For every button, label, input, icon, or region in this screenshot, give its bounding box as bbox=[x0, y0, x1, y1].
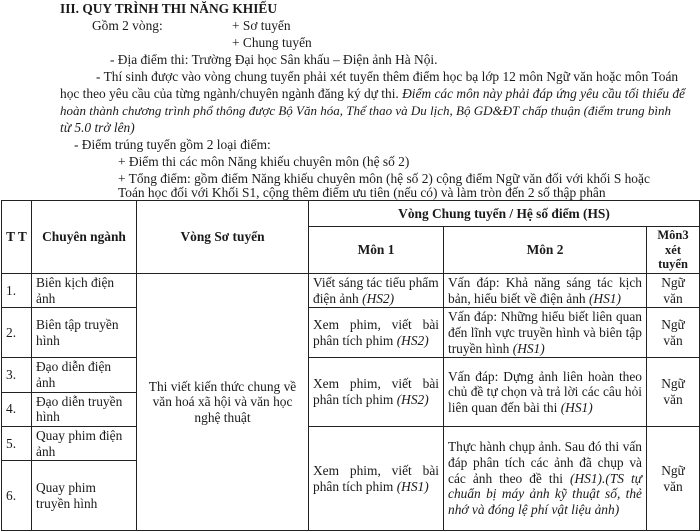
row-major: Quay phim truyền hình bbox=[32, 461, 137, 531]
subject-3-cell: Ngữ văn bbox=[647, 308, 700, 358]
subject-1-coefficient: (HS2) bbox=[396, 392, 429, 408]
subject-1-coefficient: (HS2) bbox=[362, 290, 395, 306]
table-row bbox=[2, 308, 700, 358]
subject-1-text: Xem phim, viết bài phân tích phim bbox=[313, 317, 439, 348]
subject-2-text: Vấn đáp: Dựng ảnh liên hoàn theo chủ đề tự chọn và trả lời các câu hỏi liên quan đến bài thi bbox=[448, 368, 642, 415]
subject-1-cell bbox=[309, 273, 444, 307]
header-major: Chuyên ngành bbox=[32, 201, 137, 274]
subject-1-text: Xem phim, viết bài phân tích phim bbox=[313, 376, 439, 408]
row-number: 3. bbox=[2, 358, 32, 392]
exam-structure-table bbox=[1, 200, 700, 531]
header-subject-3: Môn3 xét tuyển bbox=[647, 227, 700, 274]
section-title: III. QUY TRÌNH THI NĂNG KHIẾU bbox=[60, 1, 278, 16]
score-intro: - Điểm trúng tuyển gồm 2 loại điểm: bbox=[74, 137, 271, 152]
row-major: Đạo diễn điện ảnh bbox=[32, 358, 137, 392]
subject-1-cell bbox=[309, 308, 444, 358]
requirement-line-2-italic: Điểm các môn này phải đáp ứng yêu cầu tối thiểu để bbox=[402, 86, 685, 101]
round-1: + Sơ tuyển bbox=[232, 18, 291, 33]
subject-2-coefficient: (HS1).(TS tự chuẩn bị máy ảnh kỹ thuật số, thẻ nhớ và đóng lệ phí vật liệu ảnh) bbox=[448, 470, 642, 518]
subject-2-coefficient: (HS1) bbox=[512, 340, 545, 356]
subject-2-cell bbox=[444, 426, 647, 530]
subject-2-coefficient: (HS1) bbox=[588, 290, 621, 306]
row-number: 4. bbox=[2, 392, 32, 426]
subject-2-text: Vấn đáp: Những hiểu biết liên quan đến lĩnh vực truyền hình và biên tập truyền hình bbox=[448, 309, 642, 356]
subject-3-cell: Ngữ văn bbox=[647, 426, 700, 530]
subject-2-text: Vấn đáp: Khả năng sáng tác kịch bản, hiểu biết về điện ảnh bbox=[448, 274, 642, 306]
score-item-2-line-2: Toán học đối với Khối S1, cộng thêm điểm ưu tiên (nếu có) và làm tròn đến 2 số thập phân bbox=[118, 185, 606, 200]
subject-1-coefficient: (HS2) bbox=[396, 332, 429, 348]
subject-1-cell bbox=[309, 358, 444, 427]
subject-2-cell bbox=[444, 273, 647, 307]
header-subject-1: Môn 1 bbox=[309, 227, 444, 274]
row-major: Quay phim điện ảnh bbox=[32, 426, 137, 460]
subject-1-text: Xem phim, viết bài phân tích phim bbox=[313, 462, 439, 494]
requirement-line-2-normal: học theo yêu cầu của từng ngành/chuyên ngành đăng ký dự thi. bbox=[60, 86, 399, 101]
subject-3-cell: Ngữ văn bbox=[647, 273, 700, 307]
subject-3-cell: Ngữ văn bbox=[647, 358, 700, 427]
row-number: 5. bbox=[2, 426, 32, 460]
subject-2-text: Thực hành chụp ảnh. Sau đó thi vấn đáp phân tích các ảnh đã chụp và các ảnh theo đề thi bbox=[448, 439, 642, 486]
score-item-2-line-1: + Tổng điểm: gồm điểm Năng khiếu chuyên môn (hệ số 2) cộng điểm Ngữ văn đối với khối S hoặc bbox=[118, 171, 650, 186]
requirement-line-1: - Thí sinh được vào vòng chung tuyển phải xét tuyển thêm điểm học bạ lớp 12 môn Ngữ văn hoặc môn Toán bbox=[96, 69, 679, 84]
row-number: 2. bbox=[2, 308, 32, 358]
row-number: 1. bbox=[2, 273, 32, 307]
table-row bbox=[2, 358, 700, 392]
table-row bbox=[2, 426, 700, 460]
row-major: Đạo diễn truyền hình bbox=[32, 392, 137, 426]
venue-line: - Địa điểm thi: Trường Đại học Sân khấu – Điện ảnh Hà Nội. bbox=[110, 52, 438, 67]
header-subject-2: Môn 2 bbox=[444, 227, 647, 274]
header-final-round: Vòng Chung tuyển / Hệ số điểm (HS) bbox=[309, 201, 700, 227]
row-major: Biên tập truyền hình bbox=[32, 308, 137, 358]
row-number: 6. bbox=[2, 461, 32, 531]
table-header-row-1 bbox=[2, 201, 700, 227]
subject-2-cell bbox=[444, 358, 647, 427]
table-row bbox=[2, 273, 700, 307]
subject-1-cell bbox=[309, 426, 444, 530]
row-major: Biên kịch điện ảnh bbox=[32, 273, 137, 307]
score-item-1: + Điểm thi các môn Năng khiếu chuyên môn (hệ số 2) bbox=[118, 154, 410, 169]
header-prelim-round: Vòng Sơ tuyển bbox=[137, 201, 309, 274]
rounds-intro: Gồm 2 vòng: bbox=[92, 18, 163, 33]
prelim-round-content: Thi viết kiến thức chung về văn hoá xã hội và văn học nghệ thuật bbox=[137, 273, 309, 530]
requirement-line-4: từ 5.0 trở lên) bbox=[60, 120, 135, 135]
subject-2-cell bbox=[444, 308, 647, 358]
subject-2-coefficient: (HS1) bbox=[560, 399, 593, 415]
subject-1-text: Viết sáng tác tiểu phẩm điện ảnh bbox=[313, 274, 439, 306]
subject-1-coefficient: (HS1) bbox=[396, 478, 429, 494]
requirement-line-3: hoàn thành chương trình phổ thông được Bộ Văn hóa, Thể thao và Du lịch, Bộ GD&ĐT chấp thuận (điểm trung bình bbox=[60, 103, 671, 118]
round-2: + Chung tuyển bbox=[232, 35, 312, 50]
requirement-line-2 bbox=[60, 86, 685, 102]
header-tt: T T bbox=[2, 201, 32, 274]
